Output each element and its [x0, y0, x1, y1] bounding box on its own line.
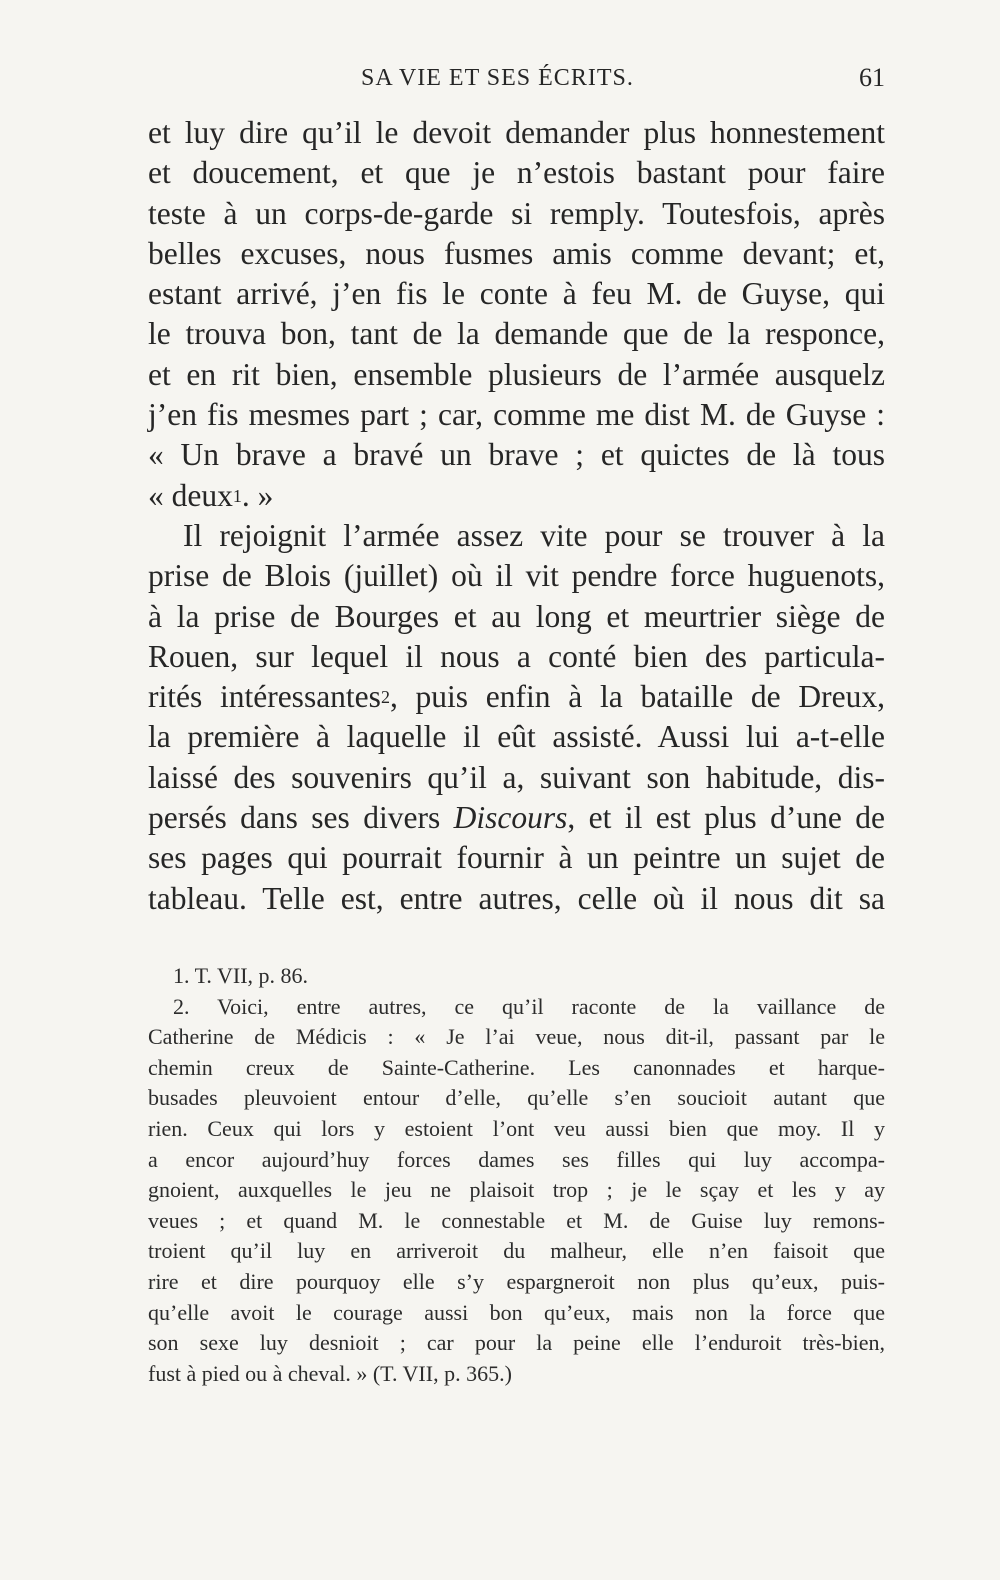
footnotes: [148, 961, 885, 1389]
text-line: Il rejoignit l’armée assez vite pour se trouver à la: [183, 517, 885, 553]
text-line: tableau. Telle est, entre autres, celle où il nous dit sa: [148, 880, 885, 916]
footnote-line: fust à pied ou à cheval. » (T. VII, p. 365.): [148, 1360, 512, 1386]
paragraph: [148, 516, 885, 919]
text-line: le trouva bon, tant de la demande que de la responce,: [148, 316, 885, 352]
footnote-line: qu’elle avoit le courage aussi bon qu’eux, mais non la force que: [148, 1299, 885, 1325]
footnote-line: son sexe luy desnioit ; car pour la peine elle l’enduroit très-bien,: [148, 1330, 885, 1356]
text-line: la première à laquelle il eût assisté. Aussi lui a-t-elle: [148, 719, 885, 755]
footnote-line: rire et dire pourquoy elle s’y espargneroit non plus qu’eux, puis-: [148, 1268, 885, 1294]
italic-title: Discours: [453, 800, 568, 836]
footnote-line: veues ; et quand M. le connestable et M. de Guise luy remons-: [148, 1207, 885, 1233]
running-head: [148, 60, 885, 96]
footnote-ref-2[interactable]: 2: [380, 687, 390, 708]
text-line: [148, 798, 885, 838]
text-line: laissé des souvenirs qu’il a, suivant son habitude, dis-: [148, 759, 885, 795]
text-fragment: rités intéressantes: [148, 679, 381, 715]
text-line: et en rit bien, ensemble plusieurs de l’armée ausquelz: [148, 356, 885, 392]
paragraph-continuation: [148, 113, 885, 516]
text-line: Rouen, sur lequel il nous a conté bien des particula-: [148, 638, 885, 674]
text-line: et doucement, et que je n’estois bastant pour faire: [148, 155, 885, 191]
footnote-ref-1[interactable]: 1: [232, 485, 242, 506]
text-line: j’en fis mesmes part ; car, comme me dist M. de Guyse :: [148, 397, 885, 433]
text-line: prise de Blois (juillet) où il vit pendre force huguenots,: [148, 558, 885, 594]
footnote-line: chemin creux de Sainte-Catherine. Les canonnades et harque-: [148, 1054, 885, 1080]
text-line: estant arrivé, j’en fis le conte à feu M. de Guyse, qui: [148, 276, 885, 312]
page-number: 61: [859, 63, 885, 92]
footnote-line: Catherine de Médicis : « Je l’ai veue, nous dit-il, passant par le: [148, 1024, 885, 1050]
text-line: belles excuses, nous fusmes amis comme devant; et,: [148, 235, 885, 271]
text-line: ses pages qui pourrait fournir à un peintre un sujet de: [148, 840, 885, 876]
running-title: SA VIE ET SES ÉCRITS.: [361, 65, 634, 91]
footnote-line: busades pleuvoient entour d’elle, qu’elle s’en soucioit autant que: [148, 1085, 885, 1111]
main-text: [148, 113, 885, 919]
text-line: « Un brave a bravé un brave ; et quictes de là tous: [148, 437, 885, 473]
text-line: et luy dire qu’il le devoit demander plus honnestement: [148, 115, 885, 150]
text-line: teste à un corps-de-garde si remply. Toutesfois, après: [148, 195, 885, 231]
text-line: [148, 476, 885, 516]
footnote-line: rien. Ceux qui lors y estoient l’ont veu aussi bien que moy. Il y: [148, 1115, 885, 1141]
text-fragment: « deux: [148, 477, 233, 513]
text-fragment: . »: [241, 477, 274, 513]
footnote-line: 2. Voici, entre autres, ce qu’il raconte de la vaillance de: [173, 993, 885, 1019]
footnote-2: [148, 992, 885, 1390]
text-line: à la prise de Bourges et au long et meurtrier siège de: [148, 598, 885, 634]
footnote-line: gnoient, auxquelles le jeu ne plaisoit trop ; je le sçay et les y ay: [148, 1177, 885, 1203]
text-fragment: , et il est plus d’une de: [567, 800, 885, 836]
footnote-line: a encor aujourd’huy forces dames ses filles qui luy accompa-: [148, 1146, 885, 1172]
footnote-line: troient qu’il luy en arriveroit du malheur, elle n’en faisoit que: [148, 1238, 885, 1264]
text-fragment: , puis enfin à la bataille de Dreux,: [389, 679, 885, 715]
footnote-1: 1. T. VII, p. 86.: [173, 963, 309, 988]
text-line: [148, 677, 885, 717]
text-fragment: persés dans ses divers: [148, 800, 454, 836]
